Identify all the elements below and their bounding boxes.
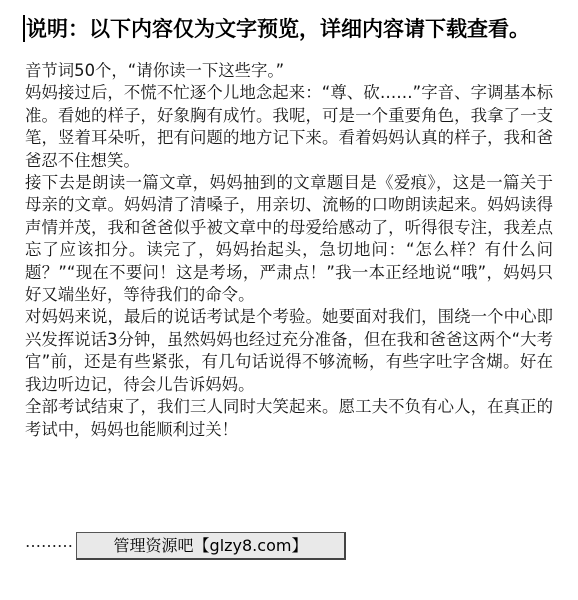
paragraph-5: 全部考试结束了，我们三人同时大笑起来。愿工夫不负有心人，在真正的考试中，妈妈也能顺利过关！: [25, 397, 553, 439]
document-body: [25, 60, 553, 441]
preview-notice: 说明：以下内容仅为文字预览，详细内容请下载查看。: [26, 17, 530, 41]
paragraph-3: 接下去是朗读一篇文章，妈妈抽到的文章题目是《爱痕》，这是一篇关于母亲的文章。妈妈清了清嗓子，用亲切、流畅的口吻朗读起来。妈妈读得声情并茂，我和爸爸似乎被文章中的母爱给感动了，听得很专注，我差点忘了应该扣分。读完了，妈妈抬起头，急切地问：“怎么样？有什么问题？”“现在不要问！这是考场，严肃点！”我一本正经地说“哦”，妈妈只好又端坐好，等待我们的命令。: [25, 173, 553, 305]
paragraph-2: 妈妈接过后，不慌不忙逐个儿地念起来：“尊、砍……”字音、字调基本标准。看她的样子，好象胸有成竹。我呢，可是一个重要角色，我拿了一支笔，竖着耳朵听，把有问题的地方记下来。看着妈妈认真的样子，我和爸爸忍不住想笑。: [25, 83, 553, 170]
paragraph-4: 对妈妈来说，最后的说话考试是个考验。她要面对我们，围绕一个中心即兴发挥说话3分钟，虽然妈妈也经过充分准备，但在我和爸爸这两个“大考官”前，还是有些紧张，有几句话说得不够流畅，有些字吐字含煳。好在我边听边记，待会儿告诉妈妈。: [25, 307, 553, 394]
ellipsis: ………: [25, 532, 73, 551]
watermark-stamp: 管理资源吧【glzy8.com】: [76, 532, 346, 560]
text-cursor-bar: [23, 15, 25, 42]
paragraph-1: 音节词50个，“请你读一下这些字。”: [25, 61, 285, 80]
